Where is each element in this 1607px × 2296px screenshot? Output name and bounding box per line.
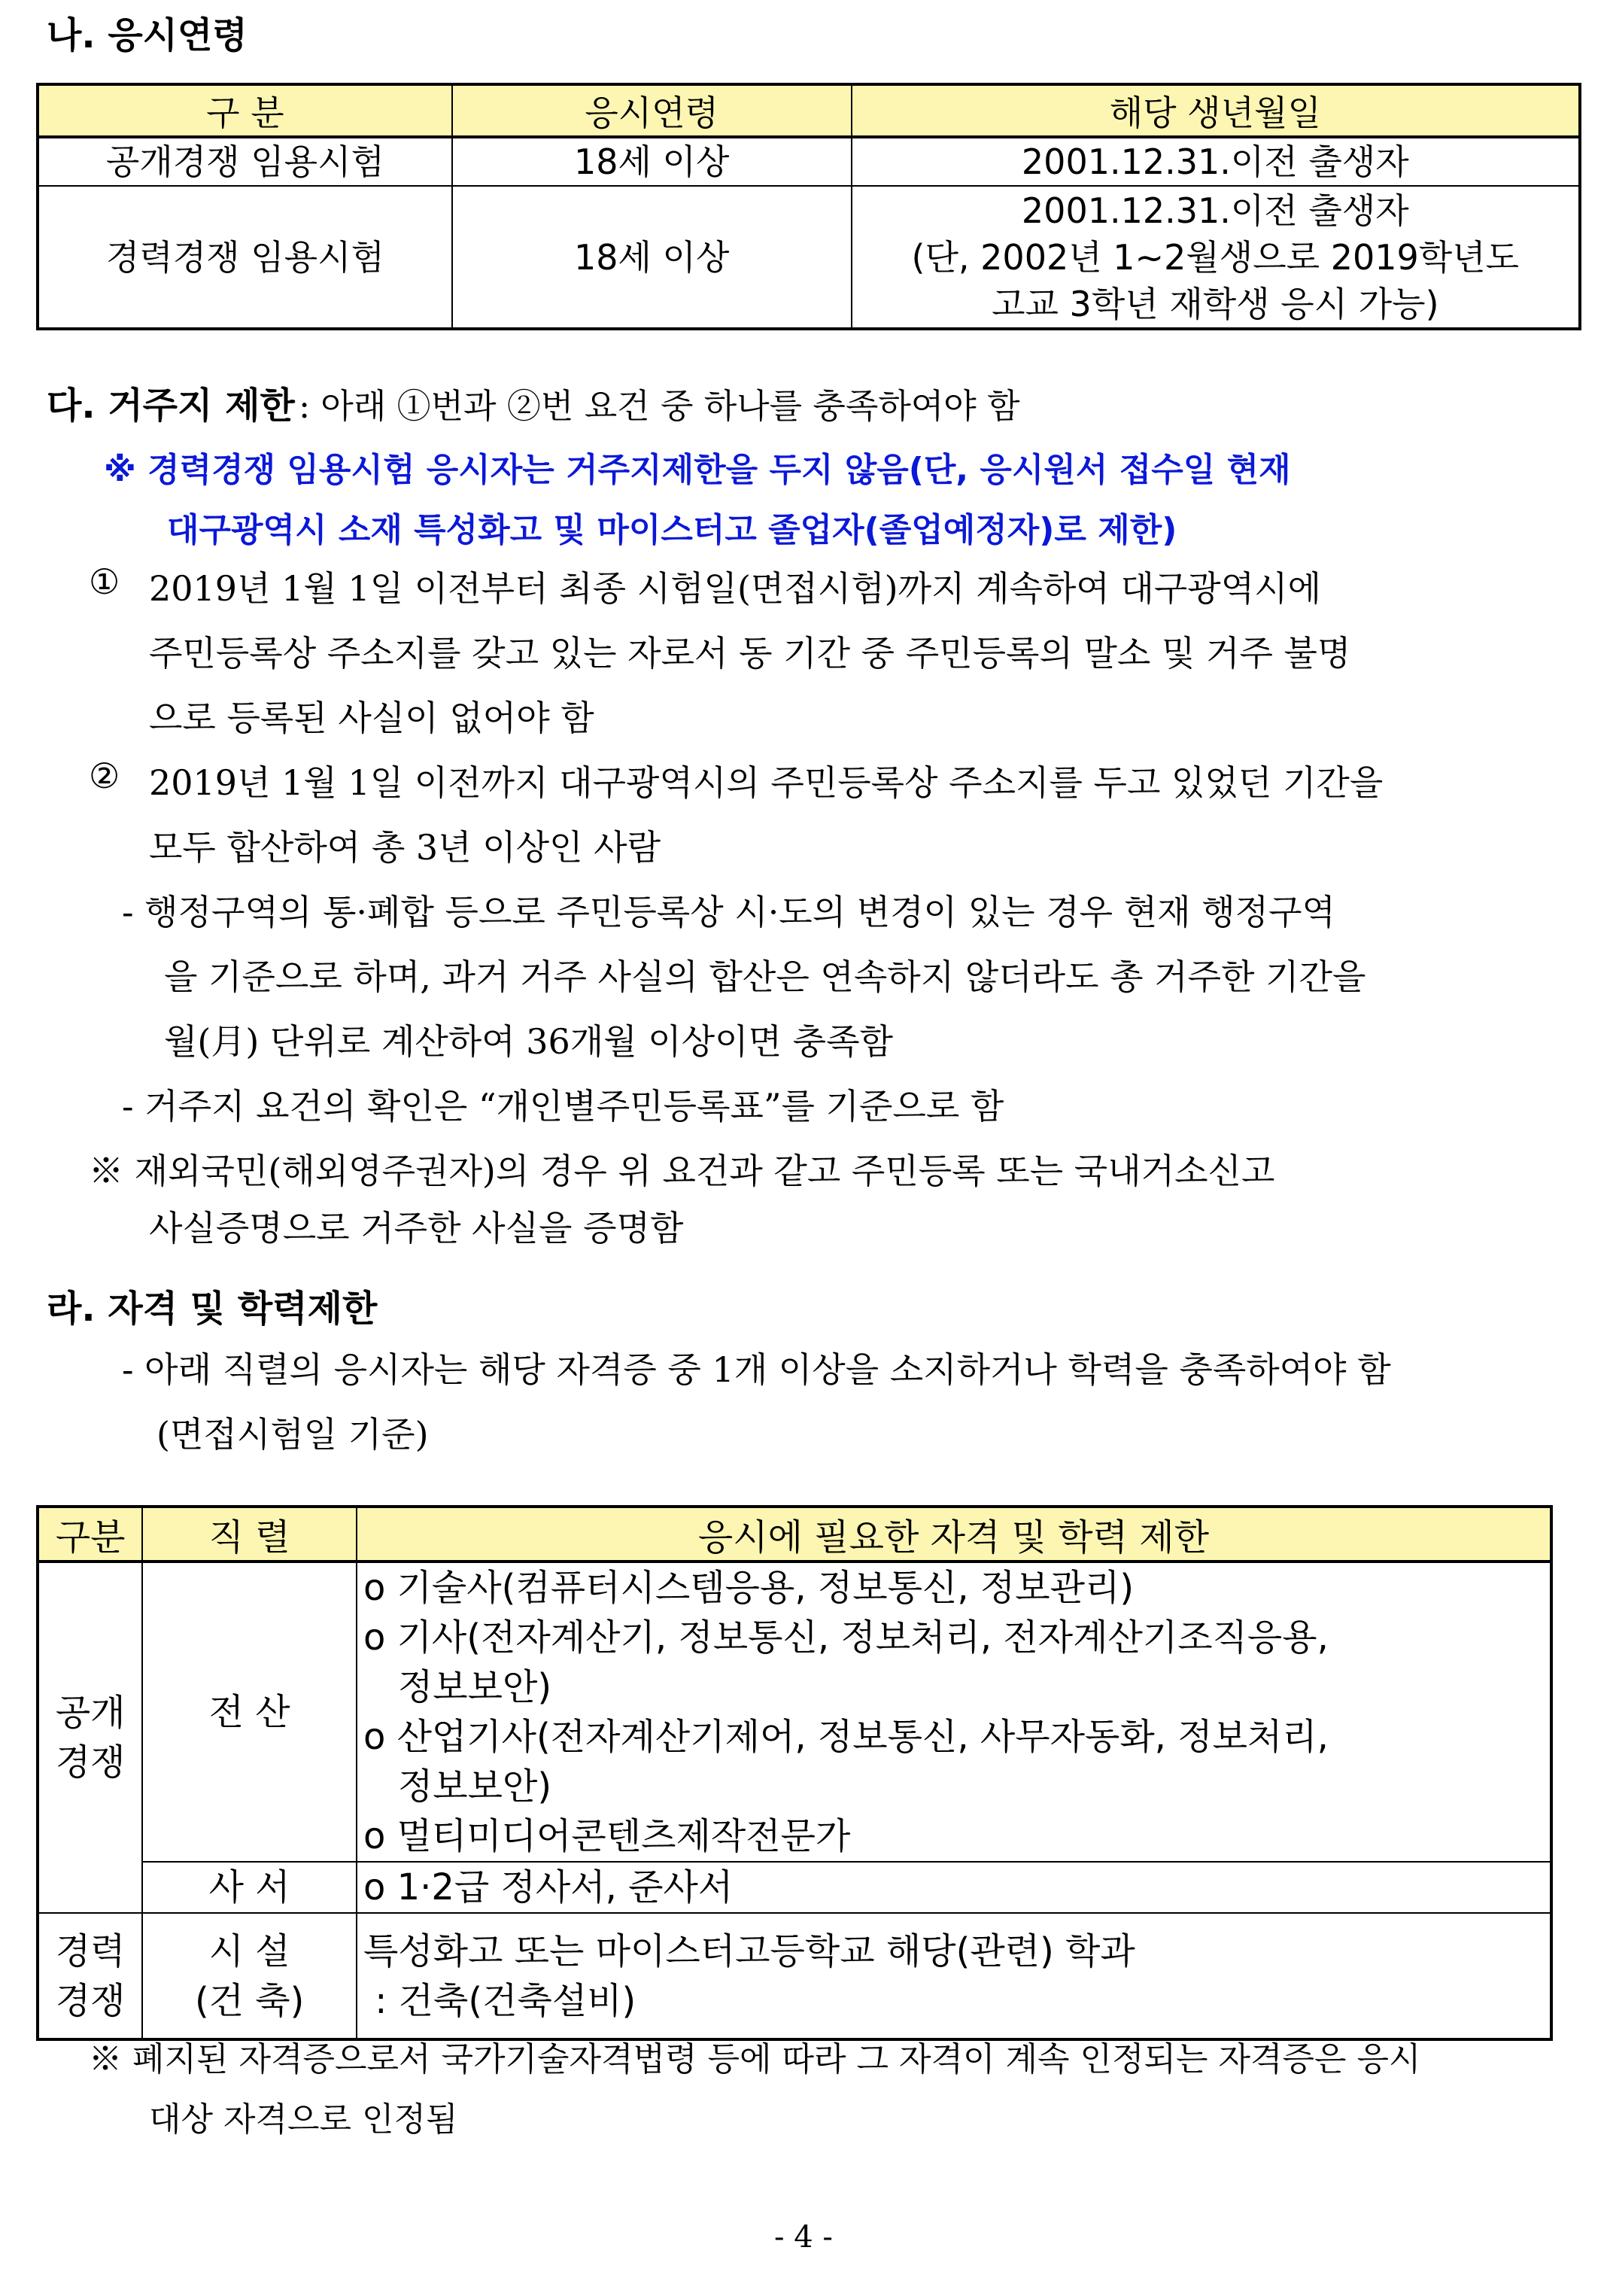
notice-line: ※ 경력경쟁 임용시험 응시자는 거주지제한을 두지 않음(단, 응시원서 접수일 현재 [104, 451, 1291, 489]
section-da-title: 다. 거주지 제한 [47, 385, 295, 427]
dash-line: - 거주지 요건의 확인은 “개인별주민등록표”를 기준으로 함 [122, 1086, 1004, 1127]
dash-line: - 행정구역의 통·폐합 등으로 주민등록상 시·도의 변경이 있는 경우 현재 행정구역 [122, 892, 1335, 932]
list-item: o 멀티미디어콘텐츠제작전문가 [363, 1815, 851, 1857]
section-da-intro: : 아래 ①번과 ②번 요건 중 하나를 충족하여야 함 [298, 386, 1020, 426]
requirement-2-marker: ② [89, 756, 120, 796]
category-career: 경력 경쟁 [38, 1913, 142, 2039]
age-header-type: 구 분 [38, 84, 452, 137]
table-row [38, 1913, 1551, 2039]
notice-line: 대구광역시 소재 특성화고 및 마이스터고 졸업자(졸업예정자)로 제한) [167, 511, 1177, 549]
list-item-continuation: 정보보안) [397, 1765, 552, 1808]
list-item: o 기사(전자계산기, 정보통신, 정보처리, 전자계산기조직응용, [363, 1616, 1329, 1659]
qualification-table [36, 1505, 1553, 2041]
age-cell-type: 공개경쟁 임용시험 [38, 137, 452, 186]
saseo-requirement: o 1·2급 정사서, 준사서 [357, 1862, 1551, 1913]
birth-line: 2001.12.31.이전 출생자 [1021, 190, 1409, 231]
dash-line: 월(月) 단위로 계산하여 36개월 이상이면 충족함 [164, 1021, 893, 1062]
age-table-header [38, 84, 1580, 137]
requirement-1-line: 2019년 1월 1일 이전부터 최종 시험일(면접시험)까지 계속하여 대구광역시에 [149, 568, 1322, 609]
series-jeonsan: 전 산 [142, 1562, 357, 1862]
ra-intro-line: (면접시험일 기준) [156, 1414, 429, 1455]
requirement-1-line: 주민등록상 주소지를 갖고 있는 자로서 동 기간 중 주민등록의 말소 및 거주 불명 [149, 633, 1351, 674]
career-requirements: 특성화고 또는 마이스터고등학교 해당(관련) 학과 : 건축(건축설비) [357, 1913, 1551, 2039]
requirement-1-line: 으로 등록된 사실이 없어야 함 [149, 698, 594, 738]
table-row [38, 137, 1580, 186]
requirement-2-line: 모두 합산하여 총 3년 이상인 사람 [149, 827, 661, 868]
table-row [38, 1862, 1551, 1913]
qual-header-series: 직 렬 [142, 1507, 357, 1562]
birth-line: (단, 2002년 1~2월생으로 2019학년도 [911, 236, 1520, 278]
footnote-line: 대상 자격으로 인정됨 [149, 2100, 458, 2139]
ra-intro-line: - 아래 직렬의 응시자는 해당 자격증 중 1개 이상을 소지하거나 학력을 충족하여야 함 [122, 1349, 1391, 1390]
age-cell-age: 18세 이상 [452, 186, 852, 329]
table-row [38, 1562, 1551, 1862]
page-number: - 4 - [774, 2220, 833, 2255]
age-cell-age: 18세 이상 [452, 137, 852, 186]
age-table [36, 83, 1581, 330]
birth-line: 고교 3학년 재학생 응시 가능) [992, 283, 1439, 324]
age-cell-birth [852, 186, 1580, 329]
note-line: ※ 재외국민(해외영주권자)의 경우 위 요건과 같고 주민등록 또는 국내거소신고 [89, 1151, 1275, 1191]
jeonsan-requirements [357, 1562, 1551, 1862]
age-cell-birth: 2001.12.31.이전 출생자 [852, 137, 1580, 186]
qual-header-requirements: 응시에 필요한 자격 및 학력 제한 [357, 1507, 1551, 1562]
table-row [38, 186, 1580, 329]
qualification-table-header [38, 1507, 1551, 1562]
section-ra-title: 라. 자격 및 학력제한 [47, 1288, 378, 1330]
series-saseo: 사 서 [142, 1862, 357, 1913]
requirement-1-marker: ① [89, 561, 120, 602]
note-line: 사실증명으로 거주한 사실을 증명함 [149, 1208, 684, 1248]
footnote-line: ※ 폐지된 자격증으로서 국가기술자격법령 등에 따라 그 자격이 계속 인정되는 자격증은 응시 [89, 2040, 1421, 2079]
category-open: 공개 경쟁 [38, 1562, 142, 1913]
list-item-continuation: 정보보안) [397, 1666, 552, 1708]
age-header-birth: 해당 생년월일 [852, 84, 1580, 137]
series-facility: 시 설 (건 축) [142, 1913, 357, 2039]
section-na-title: 나. 응시연령 [47, 14, 248, 56]
requirement-2-line: 2019년 1월 1일 이전까지 대구광역시의 주민등록상 주소지를 두고 있었던 기간을 [149, 762, 1384, 803]
list-item: o 산업기사(전자계산기제어, 정보통신, 사무자동화, 정보처리, [363, 1716, 1329, 1758]
qual-header-category: 구분 [38, 1507, 142, 1562]
section-da-heading [47, 376, 1020, 428]
age-header-age: 응시연령 [452, 84, 852, 137]
dash-line: 을 기준으로 하며, 과거 거주 사실의 합산은 연속하지 않더라도 총 거주한 기간을 [164, 956, 1366, 997]
age-cell-type: 경력경쟁 임용시험 [38, 186, 452, 329]
list-item: o 기술사(컴퓨터시스템응용, 정보통신, 정보관리) [363, 1567, 1135, 1609]
